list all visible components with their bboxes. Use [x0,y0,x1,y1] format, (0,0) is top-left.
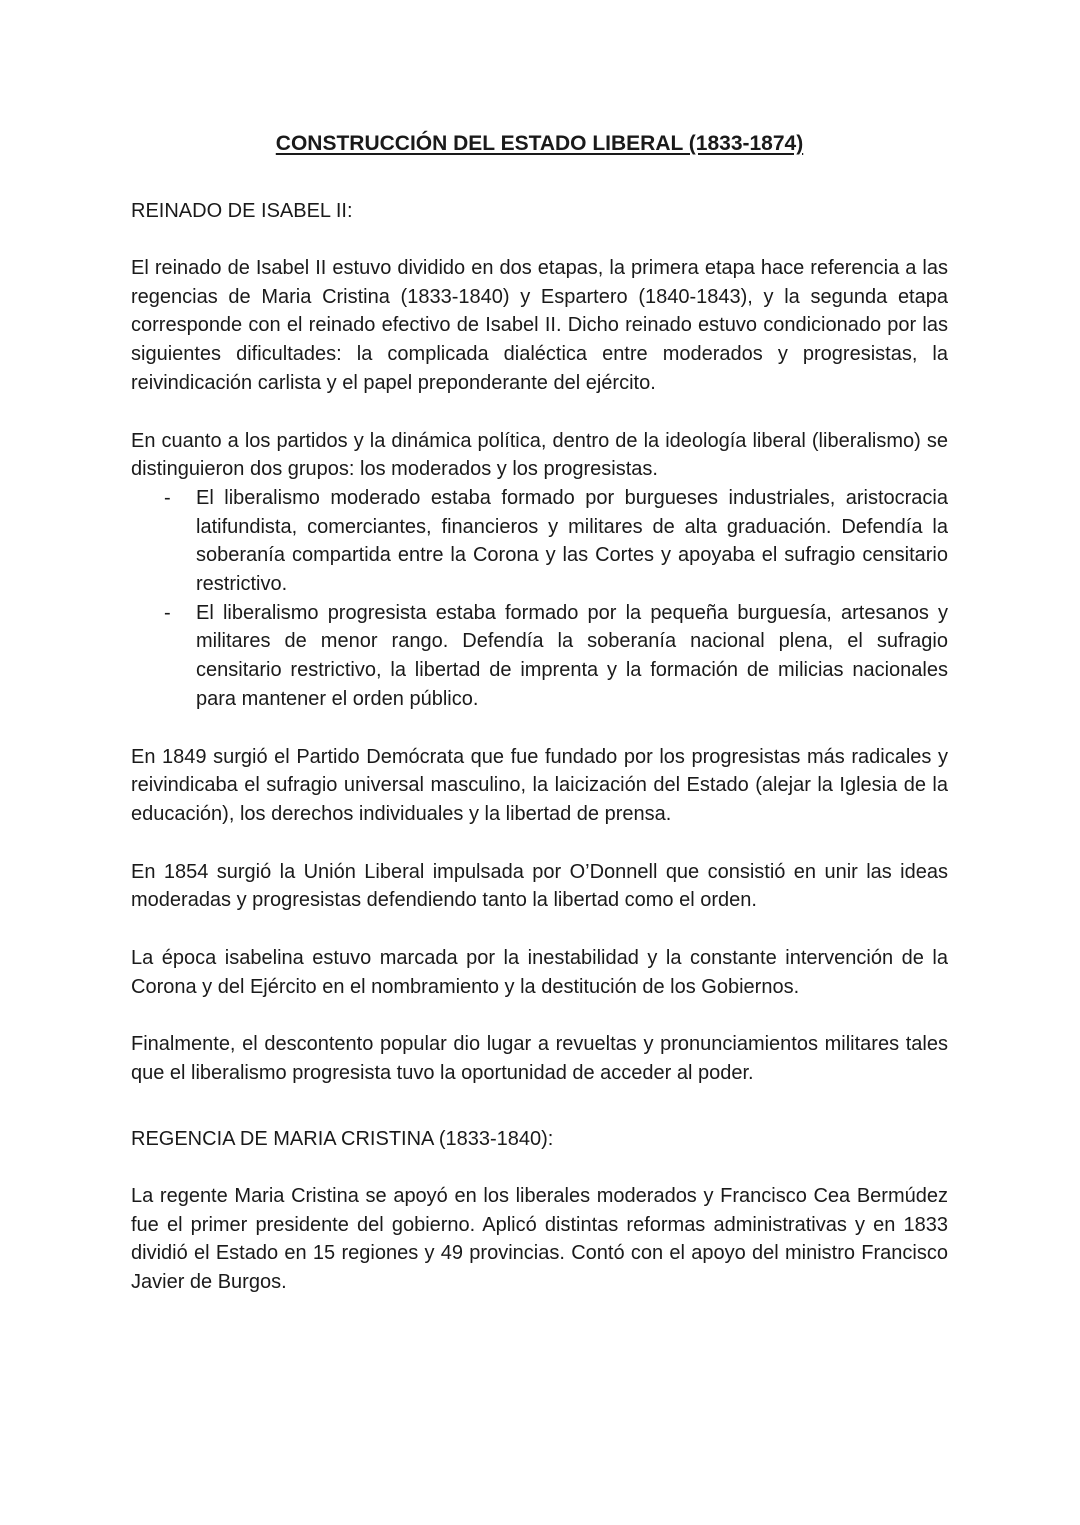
paragraph: La época isabelina estuvo marcada por la inestabilidad y la constante intervención de la Corona y del Ejército en el nombramiento y la destitución de los Gobiernos. [131,947,948,998]
section-heading-isabel: REINADO DE ISABEL II: [131,200,353,222]
list-item-text: El liberalismo moderado estaba formado por burgueses industriales, aristocracia latifundista, comerciantes, financieros y militares de alta graduación. Defendía la soberanía compartida entre la Corona y las Cortes y apoyaba el sufragio censitario restrictivo. [196,486,948,596]
list-item-text: El liberalismo progresista estaba formado por la pequeña burguesía, artesanos y militares de menor rango. Defendía la soberanía nacional plena, el sufragio censitario restrictivo, la libertad de imprenta y la formación de milicias nacionales para mantener el orden público. [196,601,948,710]
list-item [131,599,948,714]
document-page [131,128,948,1297]
document-title: CONSTRUCCIÓN DEL ESTADO LIBERAL (1833-1874) [275,132,804,155]
section-heading-regencia: REGENCIA DE MARIA CRISTINA (1833-1840): [131,1127,554,1150]
bullet-marker: - [164,486,171,509]
paragraph: En cuanto a los partidos y la dinámica política, dentro de la ideología liberal (liberalismo) se distinguieron dos grupos: los moderados y los progresistas. [131,429,948,481]
paragraph: Finalmente, el descontento popular dio lugar a revueltas y pronunciamientos militares tales que el liberalismo progresista tuvo la oportunidad de acceder al poder. [131,1033,948,1085]
paragraph: La regente Maria Cristina se apoyó en los liberales moderados y Francisco Cea Bermúdez fue el primer presidente del gobierno. Aplicó distintas reformas administrativas y en 1833 dividió el Estado en 15 regiones y 49 provincias. Contó con el apoyo del ministro Francisco Javier de Burgos. [131,1184,948,1293]
bullet-list [131,484,948,714]
paragraph: En 1854 surgió la Unión Liberal impulsada por O’Donnell que consistió en unir las ideas moderadas y progresistas defendiendo tanto la libertad como el orden. [131,860,948,912]
paragraph: El reinado de Isabel II estuvo dividido en dos etapas, la primera etapa hace referencia a las regencias de Maria Cristina (1833-1840) y Espartero (1840-1843), y la segunda etapa corresponde con el reinado efectivo de Isabel II. Dicho reinado estuvo condicionado por las siguientes dificultades: la complicada dialéctica entre moderados y progresistas, la reivindicación carlista y el papel preponderante del ejército. [131,257,948,394]
list-item [131,484,948,599]
bullet-marker: - [164,601,171,624]
paragraph: En 1849 surgió el Partido Demócrata que fue fundado por los progresistas más radicales y reivindicaba el sufragio universal masculino, la laicización del Estado (alejar la Iglesia de la educación), los derechos individuales y la libertad de prensa. [131,745,948,825]
